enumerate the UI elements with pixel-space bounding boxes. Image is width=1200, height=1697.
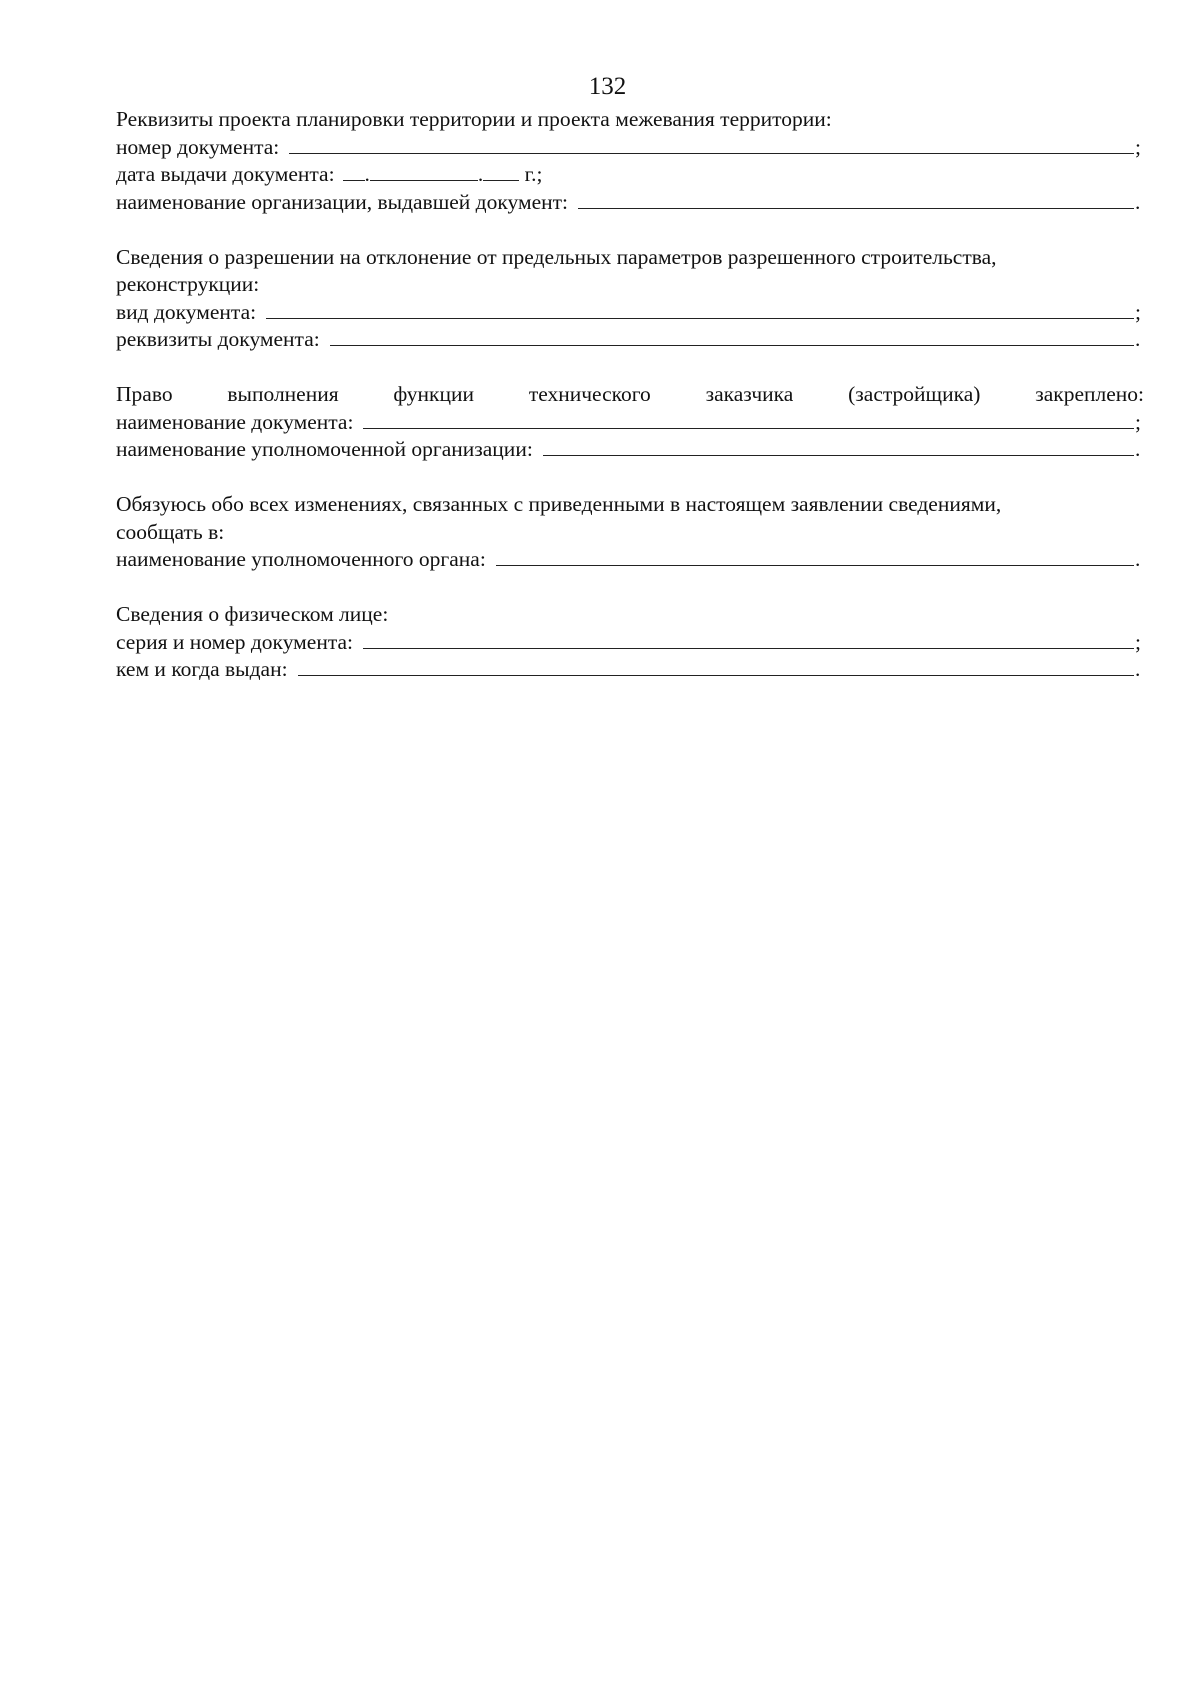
section-heading: Обязуюсь обо всех изменениях, связанных с приведенными в настоящем заявлении сведениями, (116, 492, 1002, 516)
field-issued-by-when (116, 656, 1144, 684)
form-body (116, 106, 1144, 711)
field-authorized-body (116, 546, 1144, 574)
field-terminator: . (1135, 657, 1141, 681)
field-terminator: ; (1135, 299, 1141, 324)
date-suffix: г.; (524, 162, 543, 186)
section-heading-continuation: реконструкции: (116, 272, 260, 296)
issuing-organization-input[interactable] (578, 189, 1134, 209)
document-series-number-input[interactable] (363, 629, 1134, 649)
section-heading: Реквизиты проекта планировки территории и проекта межевания территории: (116, 107, 832, 131)
issued-by-when-input[interactable] (298, 656, 1134, 676)
field-terminator: ; (1135, 629, 1141, 654)
section-heading-continuation: сообщать в: (116, 519, 225, 544)
field-label: наименование уполномоченной организации: (116, 437, 533, 461)
field-document-type (116, 299, 1144, 327)
field-issue-date (116, 161, 1144, 189)
field-label: серия и номер документа: (116, 629, 353, 654)
field-terminator: . (1135, 437, 1141, 461)
field-label: вид документа: (116, 299, 257, 324)
section-heading: Сведения о разрешении на отклонение от предельных параметров разрешенного строительства, (116, 244, 997, 269)
field-terminator: . (1135, 547, 1141, 571)
field-terminator: . (1135, 327, 1141, 351)
section-change-notification (116, 491, 1144, 574)
field-label: наименование уполномоченного органа: (116, 547, 486, 571)
document-type-input[interactable] (266, 299, 1134, 319)
field-label: дата выдачи документа: (116, 162, 335, 186)
field-authorized-organization (116, 436, 1144, 464)
section-technical-customer (116, 381, 1144, 464)
field-document-number (116, 134, 1144, 162)
field-document-series-number (116, 629, 1144, 657)
issue-year-input[interactable] (483, 162, 519, 181)
field-label: кем и когда выдан: (116, 657, 288, 681)
section-deviation-permit (116, 244, 1144, 354)
section-heading: Сведения о физическом лице: (116, 602, 389, 626)
date-separator: . (364, 162, 370, 186)
document-name-input[interactable] (363, 409, 1134, 429)
section-individual (116, 601, 1144, 684)
issue-month-input[interactable] (370, 162, 478, 181)
field-terminator: ; (1135, 409, 1141, 434)
authorized-organization-input[interactable] (543, 436, 1134, 456)
field-label: наименование организации, выдавшей документ: (116, 189, 569, 214)
document-details-input[interactable] (330, 326, 1134, 346)
page-number: 132 (588, 73, 627, 100)
field-label: номер документа: (116, 134, 280, 159)
date-separator: . (477, 162, 484, 186)
field-issuing-organization (116, 189, 1144, 217)
field-terminator: . (1135, 189, 1141, 214)
document-number-input[interactable] (289, 134, 1134, 154)
field-document-details (116, 326, 1144, 354)
section-heading: Право выполнения функции технического заказчика (застройщика) закреплено: (116, 382, 1144, 406)
field-terminator: ; (1135, 134, 1141, 159)
authorized-body-input[interactable] (496, 546, 1134, 566)
issue-day-input[interactable] (343, 162, 365, 181)
section-planning-project (116, 106, 1144, 216)
field-label: наименование документа: (116, 409, 354, 434)
field-label: реквизиты документа: (116, 327, 320, 351)
field-document-name (116, 409, 1144, 437)
